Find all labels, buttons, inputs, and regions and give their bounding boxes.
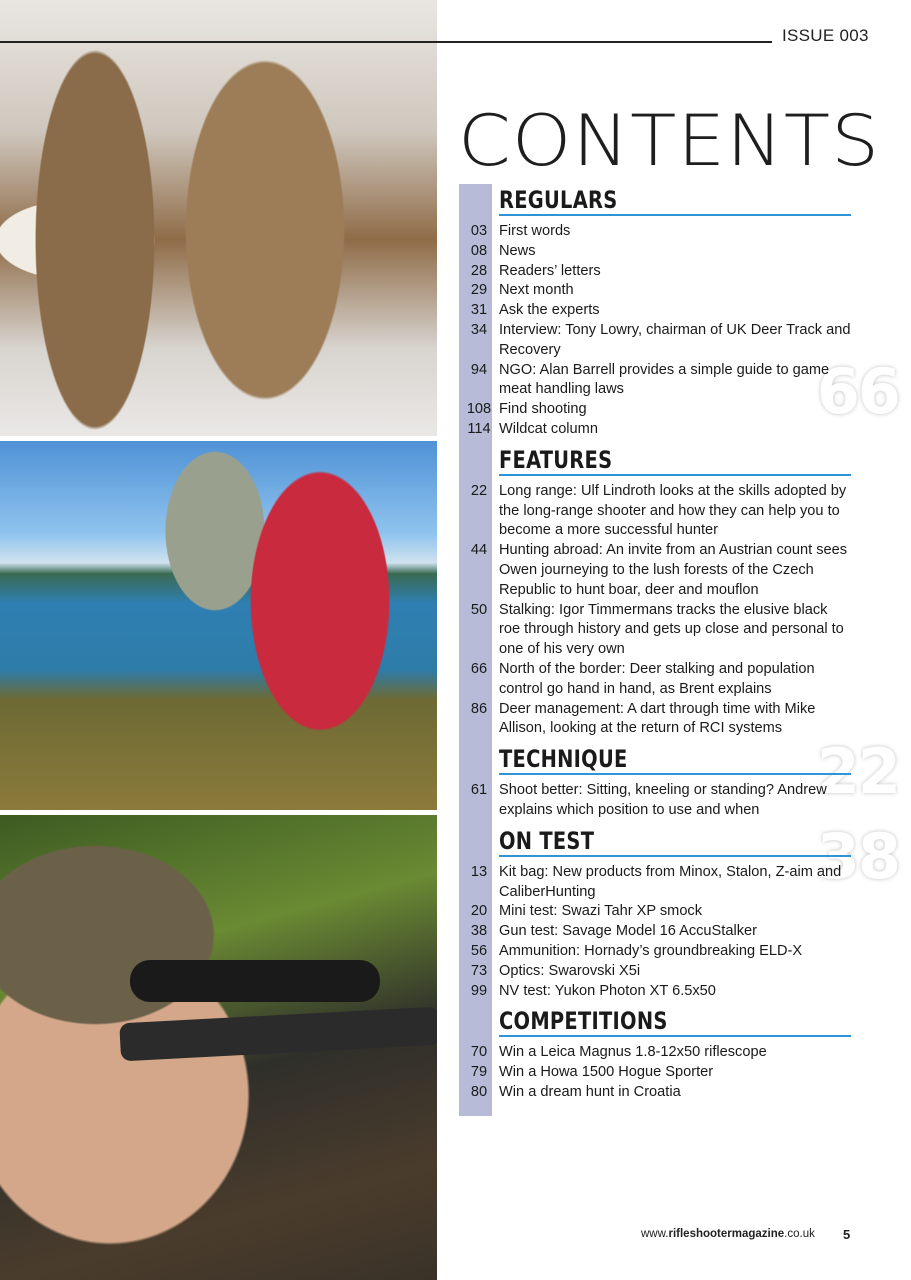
entry-page-number: 38 (470, 923, 488, 940)
toc-entry[interactable] (459, 400, 851, 420)
entry-title: Shoot better: Sitting, kneeling or standing? Andrew explains which position to use and when (499, 782, 827, 818)
table-of-contents (459, 184, 851, 1107)
rifle-shape (119, 1007, 437, 1062)
section-entry-list (459, 775, 851, 825)
entry-page-number: 34 (470, 321, 488, 338)
entry-page-number: 13 (470, 863, 488, 880)
toc-entry[interactable] (459, 361, 851, 401)
section-entry-list (459, 1037, 851, 1106)
entry-page-number: 99 (470, 982, 488, 999)
entry-title: Win a Howa 1500 Hogue Sporter (499, 1064, 714, 1081)
entry-title: Mini test: Swazi Tahr XP smock (499, 903, 703, 920)
photo-page-number: 66 (816, 355, 899, 428)
entry-page-number: 108 (466, 401, 492, 418)
entry-title: Gun test: Savage Model 16 AccuStalker (499, 923, 757, 940)
toc-entry[interactable] (459, 942, 851, 962)
toc-entry[interactable] (459, 541, 851, 600)
section-heading (499, 743, 851, 775)
entry-page-number: 86 (470, 700, 488, 717)
toc-entry[interactable] (459, 982, 851, 1002)
issue-label: ISSUE 003 (782, 26, 869, 45)
section-heading-label: TECHNIQUE (499, 745, 628, 774)
entry-title: Readers’ letters (499, 262, 601, 279)
entry-page-number: 08 (470, 242, 488, 259)
entry-title: Long range: Ulf Lindroth looks at the skills adopted by the long-range shooter and how they can help you to become a more successful hunter (499, 482, 847, 539)
entry-page-number: 80 (470, 1083, 488, 1100)
toc-entry[interactable] (459, 962, 851, 982)
section-heading (499, 184, 851, 216)
entry-title: Win a Leica Magnus 1.8-12x50 riflescope (499, 1044, 767, 1061)
header-rule (0, 41, 772, 43)
entry-page-number: 56 (470, 942, 488, 959)
section-entry-list (459, 216, 851, 444)
photo-page-number: 22 (816, 735, 899, 808)
toc-entry[interactable] (459, 262, 851, 282)
entry-page-number: 70 (470, 1044, 488, 1061)
entry-title: Ammunition: Hornady’s groundbreaking ELD-X (499, 942, 803, 959)
toc-entry[interactable] (459, 863, 851, 903)
entry-title: Next month (499, 282, 574, 299)
entry-title: NGO: Alan Barrell provides a simple guide to game meat handling laws (499, 361, 830, 398)
roe-deer-photo (0, 0, 437, 436)
entry-page-number: 20 (470, 903, 488, 920)
toc-entry[interactable] (459, 902, 851, 922)
entry-page-number: 22 (470, 482, 488, 499)
section-heading (499, 825, 851, 857)
toc-entry[interactable] (459, 1063, 851, 1083)
toc-entry[interactable] (459, 321, 851, 361)
hunters-lake-photo (0, 441, 437, 810)
section-heading-label: REGULARS (499, 186, 618, 214)
entry-title: Wildcat column (499, 420, 598, 437)
toc-entry[interactable] (459, 482, 851, 541)
entry-page-number: 50 (470, 601, 488, 618)
entry-title: North of the border: Deer stalking and population control go hand in hand, as Brent explains (499, 660, 815, 697)
entry-title: Win a dream hunt in Croatia (499, 1083, 681, 1100)
entry-page-number: 44 (470, 542, 488, 559)
toc-entry[interactable] (459, 781, 851, 821)
toc-entry[interactable] (459, 1043, 851, 1063)
toc-entry[interactable] (459, 222, 851, 242)
section-heading (499, 444, 851, 476)
section-heading-label: FEATURES (499, 445, 613, 474)
page-title: CONTENTS (458, 100, 881, 182)
entry-page-number: 114 (467, 420, 491, 437)
toc-entry[interactable] (459, 301, 851, 321)
entry-title: First words (499, 223, 571, 239)
toc-entry[interactable] (459, 922, 851, 942)
folio-page-number: 5 (843, 1227, 851, 1242)
toc-entry[interactable] (459, 1083, 851, 1103)
entry-page-number: 94 (470, 361, 488, 378)
rifle-shooter-photo (0, 815, 437, 1280)
entry-title: Stalking: Igor Timmermans tracks the elusive black roe through history and gets up close and personal to one of his very own (499, 601, 844, 658)
section-heading (499, 1005, 851, 1037)
photo-page-number: 38 (816, 820, 899, 893)
entry-page-number: 29 (470, 282, 488, 299)
entry-title: News (499, 242, 536, 259)
entry-title: Deer management: A dart through time with Mike Allison, looking at the return of RCI systems (499, 700, 816, 737)
toc-entry[interactable] (459, 420, 851, 440)
section-heading-label: COMPETITIONS (499, 1007, 668, 1036)
riflescope-shape (130, 960, 380, 1002)
entry-page-number: 28 (470, 262, 488, 279)
entry-title: Kit bag: New products from Minox, Stalon, Z-aim and CaliberHunting (499, 863, 842, 900)
entry-page-number: 73 (470, 962, 488, 979)
section-entry-list (459, 476, 851, 743)
section-heading-label: ON TEST (499, 826, 595, 855)
entry-title: Find shooting (499, 401, 587, 418)
toc-entry[interactable] (459, 700, 851, 740)
entry-page-number: 31 (470, 302, 488, 319)
entry-page-number: 66 (470, 660, 488, 677)
entry-title: Ask the experts (499, 302, 600, 319)
toc-entry[interactable] (459, 660, 851, 700)
entry-title: NV test: Yukon Photon XT 6.5x50 (499, 982, 716, 999)
website-url[interactable]: www.rifleshootermagazine.co.uk (641, 1228, 815, 1240)
entry-title: Interview: Tony Lowry, chairman of UK Deer Track and Recovery (499, 321, 851, 358)
entry-page-number: 03 (470, 223, 488, 239)
section-entry-list (459, 857, 851, 1006)
toc-entry[interactable] (459, 242, 851, 262)
entry-page-number: 61 (470, 782, 488, 799)
entry-title: Optics: Swarovski X5i (499, 962, 641, 979)
toc-entry[interactable] (459, 601, 851, 660)
entry-title: Hunting abroad: An invite from an Austrian count sees Owen journeying to the lush forests of the Czech Republic to hunt boar, deer and mouflon (499, 542, 848, 598)
entry-page-number: 79 (470, 1064, 488, 1081)
toc-entry[interactable] (459, 281, 851, 301)
